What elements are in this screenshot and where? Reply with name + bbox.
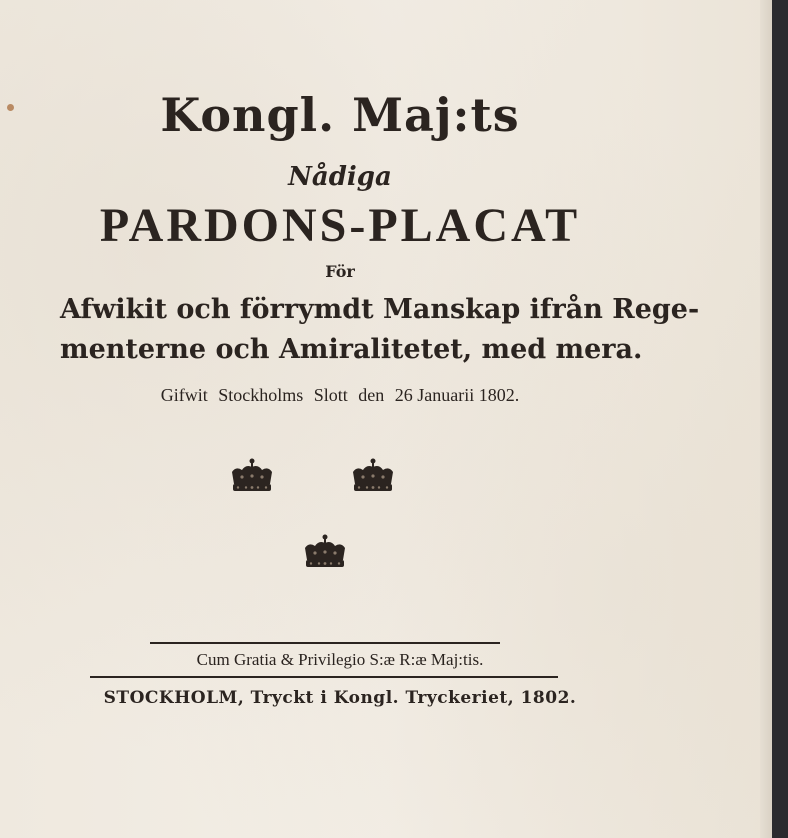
dated-prefix: den bbox=[358, 385, 385, 405]
page-edge bbox=[760, 0, 772, 838]
crown-icon bbox=[228, 458, 276, 494]
paper-stain bbox=[7, 104, 14, 111]
privilege-line: Cum Gratia & Privilegio S:æ R:æ Maj:tis. bbox=[196, 650, 484, 669]
title-line-3: PARDONS-PLACAT bbox=[99, 199, 581, 252]
title-line-4: För bbox=[325, 262, 355, 281]
imprint-line: STOCKHOLM, Tryckt i Kongl. Tryckeriet, 1802. bbox=[103, 688, 577, 708]
dated-castle: Slott bbox=[313, 385, 348, 405]
title-line-5: Afwikit och förrymdt Manskap ifrån Rege- bbox=[60, 294, 700, 325]
title-line-6: menterne och Amiralitetet, med mera. bbox=[60, 334, 643, 365]
top-rule bbox=[150, 642, 500, 644]
dated-place: Stockholms bbox=[218, 385, 304, 405]
dated-line bbox=[60, 385, 620, 406]
crown-icon bbox=[349, 458, 397, 494]
crown-icon bbox=[301, 534, 349, 570]
title-line-2: Nådiga bbox=[288, 162, 392, 192]
dated-given: Gifwit bbox=[160, 385, 208, 405]
middle-rule bbox=[90, 676, 558, 678]
title-line-1: Kongl. Maj:ts bbox=[160, 88, 520, 142]
dated-date: 26 Januarii 1802. bbox=[394, 385, 520, 405]
